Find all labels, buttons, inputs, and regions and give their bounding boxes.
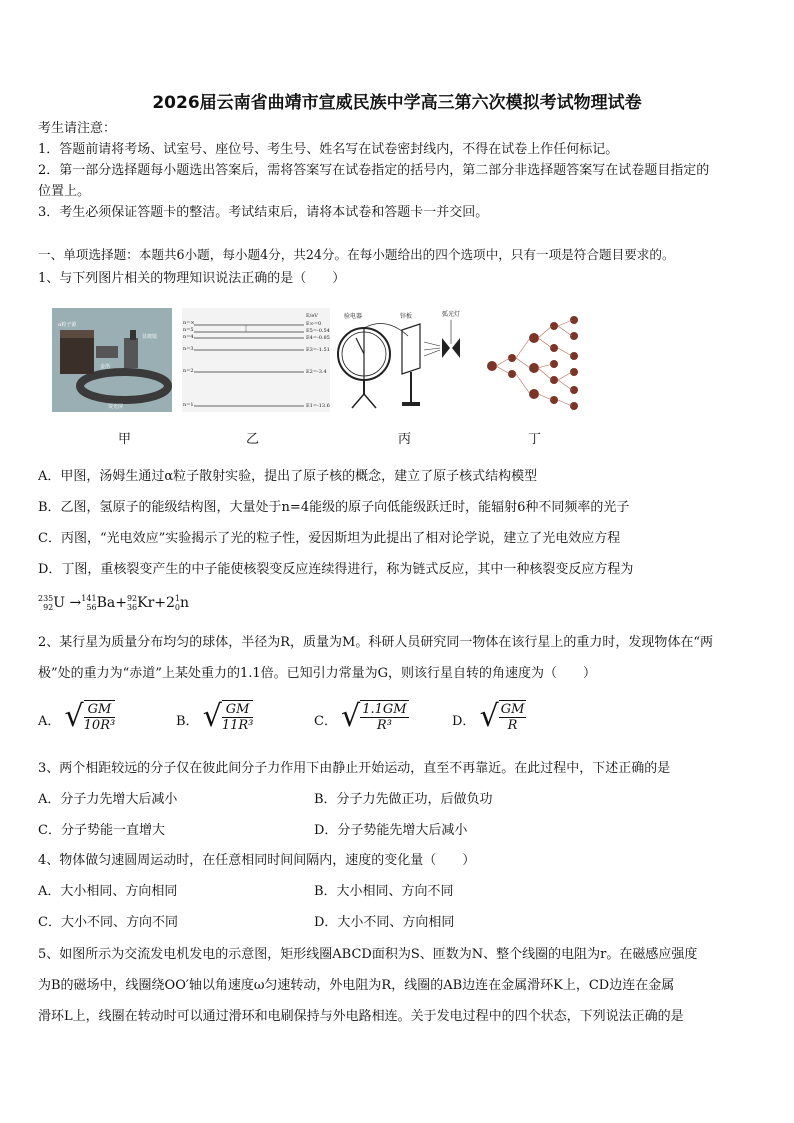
svg-text:n=∞: n=∞ — [183, 320, 195, 326]
figure-ding — [482, 308, 590, 412]
q3-option-d: D．分子势能先增大后减小 — [314, 823, 468, 838]
svg-text:n=3: n=3 — [183, 346, 194, 352]
q2-option-a: A． √ $\frac{GM}{\text{10R³}}$ — [38, 698, 116, 734]
page-title: 2026届云南省曲靖市宣威民族中学高三第六次模拟考试物理试卷 — [152, 93, 642, 113]
figure-jia — [52, 308, 172, 412]
svg-text:E1=-13.6: E1=-13.6 — [306, 403, 330, 409]
svg-text:E2=-3.4: E2=-3.4 — [306, 369, 327, 375]
microscope — [124, 338, 138, 368]
notice-heading: 考生请注意： — [38, 121, 117, 136]
q3-stem: 3、两个相距较远的分子仅在彼此间分子力作用下由静止开始运动，直至不再靠近。在此过程中，下述正确的是 — [38, 761, 671, 776]
q5-stem: 滑环L上，线圈在转动时可以通过滑环和电刷保持与外电路相连。关于发电过程中的四个状态，下列说法正确的是 — [38, 1009, 684, 1024]
figure-caption: 乙 — [246, 432, 260, 447]
q2-option-b: B． √ $\frac{GM}{\text{11R³}}$ — [176, 698, 254, 734]
section-heading: 一、单项选择题：本题共6小题，每小题4分，共24分。在每小题给出的四个选项中，只有一项是符合题目要求的。 — [38, 247, 675, 262]
arc-lamp-icon — [452, 338, 460, 358]
figure-yi — [182, 308, 330, 412]
q3-option-c: C．分子势能一直增大 — [38, 823, 165, 838]
notice-item: 位置上。 — [38, 184, 91, 199]
q4-option-d: D．大小不同、方向相同 — [314, 915, 455, 930]
q2-option-d: D． √ $\frac{GM}{R}$ — [452, 698, 525, 734]
q1-stem: 1、与下列图片相关的物理知识说法正确的是（ ） — [38, 271, 346, 286]
q2-option-c: C． √ $\frac{1.1GM}{\text{R³}}$ — [314, 698, 407, 734]
q4-option-c: C．大小不同、方向不同 — [38, 915, 178, 930]
q4-option-a: A．大小相同、方向相同 — [38, 884, 178, 899]
svg-text:n=5: n=5 — [183, 327, 194, 333]
zinc-plate-icon — [402, 324, 420, 374]
svg-text:E∞=0: E∞=0 — [306, 321, 322, 327]
label-microscope: 显微镜 — [142, 334, 158, 340]
svg-text:E/eV: E/eV — [306, 313, 318, 319]
label-electroscope: 验电器 — [344, 313, 363, 320]
q1-option-c: C．丙图，“光电效应”实验揭示了光的粒子性，爱因斯坦为此提出了相对论学说，建立了光电效应方程 — [38, 531, 621, 546]
figure-bing — [336, 308, 472, 412]
lead-box — [60, 334, 94, 374]
label-foil: 金箔 — [100, 364, 111, 370]
figure-caption: 丁 — [528, 432, 542, 447]
svg-text:n=2: n=2 — [183, 368, 194, 374]
svg-text:E3=-1.51: E3=-1.51 — [306, 347, 330, 353]
label-zinc-plate: 锌板 — [400, 313, 413, 320]
q2-stem: 2、某行星为质量分布均匀的球体，半径为R，质量为M。科研人员研究同一物体在该行星上的重力时，发现物体在“两 — [38, 635, 714, 650]
svg-text:n=1: n=1 — [183, 402, 194, 408]
fission-equation: 235 92 U → 141 56 Ba+ 92 36 Kr+2 1 0 n — [38, 594, 190, 612]
q2-stem: 极”处的重力为“赤道”上某处重力的1.1倍。已知引力常量为G，则该行星自转的角速度为（ ） — [38, 666, 596, 681]
q3-option-b: B．分子力先做正功，后做负功 — [314, 792, 493, 807]
label-screen: 荧光屏 — [108, 404, 124, 410]
q4-option-b: B．大小相同、方向不同 — [314, 884, 454, 899]
q1-option-a: A．甲图，汤姆生通过α粒子散射实验，提出了原子核的概念，建立了原子核式结构模型 — [38, 469, 538, 484]
q4-stem: 4、物体做匀速圆周运动时，在任意相同时间间隔内，速度的变化量（ ） — [38, 853, 476, 868]
label-particle-source: α粒子源 — [58, 322, 77, 328]
q5-stem: 为B的磁场中，线圈绕OO′轴以角速度ω匀速转动，外电阻为R，线圈的AB边连在金属滑环K上，CD边连在金属 — [38, 978, 675, 993]
notice-item: 3．考生必须保证答题卡的整洁。考试结束后，请将本试卷和答题卡一并交回。 — [38, 205, 489, 220]
q1-option-b: B．乙图，氢原子的能级结构图，大量处于n=4能级的原子向低能级跃迁时，能辐射6种不同频率的光子 — [38, 500, 630, 515]
notice-item: 2．第一部分选择题每小题选出答案后，需将答案写在试卷指定的括号内，第二部分非选择题答案写在试卷题目指定的 — [38, 163, 710, 178]
label-arc-lamp: 弧光灯 — [442, 311, 461, 318]
svg-text:E4=-0.85: E4=-0.85 — [306, 335, 330, 341]
svg-text:n=4: n=4 — [183, 334, 194, 340]
notice-item: 1．答题前请将考场、试室号、座位号、考生号、姓名写在试卷密封线内，不得在试卷上作任何标记。 — [38, 142, 619, 157]
q1-option-d: D．丁图，重核裂变产生的中子能使核裂变反应连续得进行，称为链式反应，其中一种核裂变反应方程为 — [38, 562, 634, 577]
figure-caption: 丙 — [398, 432, 412, 447]
q3-option-a: A．分子力先增大后减小 — [38, 792, 178, 807]
figure-caption: 甲 — [118, 432, 132, 447]
svg-text:E5=-0.54: E5=-0.54 — [306, 328, 330, 334]
q5-stem: 5、如图所示为交流发电机发电的示意图，矩形线圈ABCD面积为S、匝数为N、整个线圈的电阻为r。在磁感应强度 — [38, 947, 698, 962]
